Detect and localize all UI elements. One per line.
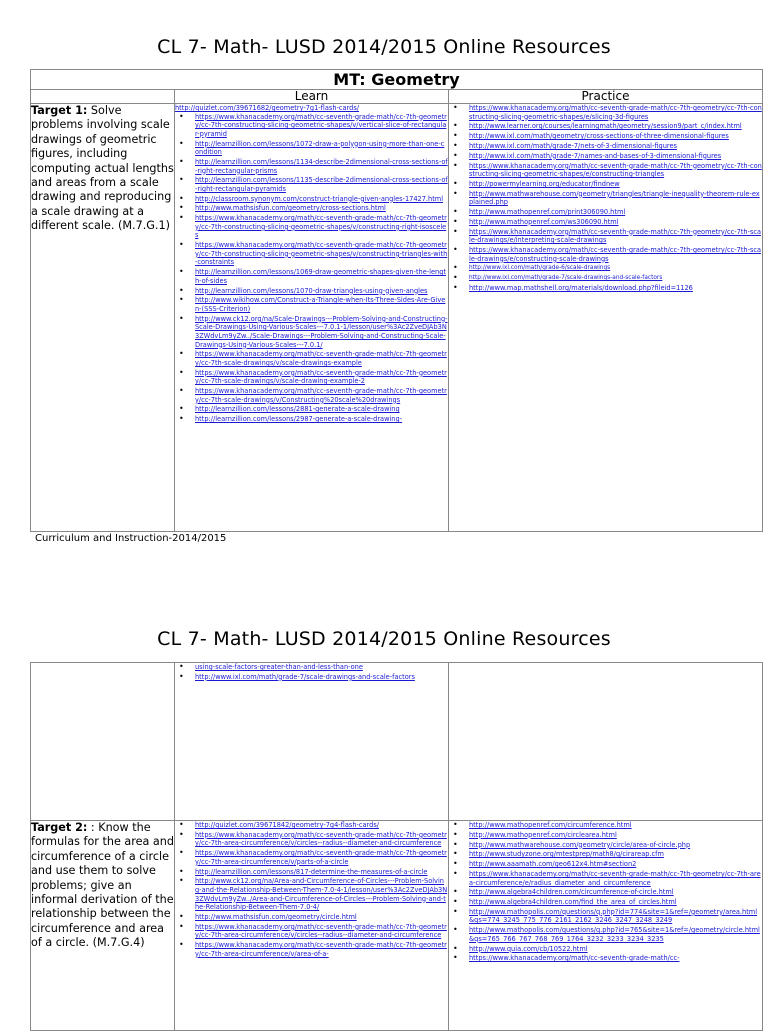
resource-link[interactable]: • http://www.studyzone.org/mtestprep/math8/g/cirareap.cfm: [469, 850, 762, 859]
target-1-description: [31, 104, 175, 532]
target-label: Target 2:: [31, 821, 88, 834]
empty-target-cell: [31, 663, 175, 821]
resource-link[interactable]: • http://learnzillion.com/lessons/1135-describe-2dimensional-cross-sections-of-right-rectangular-pyramids: [195, 176, 448, 193]
learn-column-header: Learn: [175, 90, 449, 104]
resource-link[interactable]: • https://www.khanacademy.org/math/cc-seventh-grade-math/cc-7th-geometry/cc-7th-area-circumference/v/circles--radius--diameter-and-circumference: [195, 831, 448, 848]
resource-link[interactable]: • http://www.ck12.org/na/Scale-Drawings---Problem-Solving-and-Constructing-Scale-Drawings-Using-Various-Scales---7.0.1-1/lesson/user%3Ac2ZveDJAb3N3ZWdvLm9yZw../Scale-Drawings---Problem-Solving-and-Constructing-Scale-Drawings-Using-Various-Scales---7.0.1/: [195, 315, 448, 349]
resource-link[interactable]: • http://www.algebra4children.com/circumference-of-circle.html: [469, 888, 762, 897]
page-title: CL 7- Math- LUSD 2014/2015 Online Resources: [157, 36, 611, 58]
practice-cell: [449, 104, 763, 532]
resource-link[interactable]: • http://www.mathsisfun.com/geometry/cross-sections.html: [195, 204, 448, 213]
resource-link[interactable]: • http://www.ixl.com/math/grade-7/scale-drawings-and-scale-factors: [469, 274, 762, 283]
resource-link[interactable]: • https://www.khanacademy.org/math/cc-seventh-grade-math/cc-7th-geometry/cc-7th-constructing-slicing-geometric-shapes/v/vertical-slice-of-rectangular-pyramid: [195, 113, 448, 139]
resource-link[interactable]: • http://www.ck12.org/na/Area-and-Circumference-of-Circles---Problem-Solving-and-the-Relationship-Between-Them-7.0-4-1/lesson/user%3Ac2ZveDJAb3N3ZWdvLm9yZw../Area-and-Circumference-of-Circles---Problem-Solving-and-the-Relationship-Between-Them-7.0-4/: [195, 877, 448, 911]
resource-link[interactable]: • http://www.mathopenref.com/print306090.html: [469, 208, 762, 217]
resource-link[interactable]: • https://www.khanacademy.org/math/cc-seventh-grade-math/cc-7th-geometry/cc-7th-scale-drawings/v/scale-drawings-example: [195, 350, 448, 367]
practice-cell-2: [449, 821, 763, 1031]
resource-link[interactable]: • https://www.khanacademy.org/math/cc-seventh-grade-math/cc-: [469, 954, 762, 963]
resource-link[interactable]: • http://www.mathwarehouse.com/geometry/circle/area-of-circle.php: [469, 841, 762, 850]
resource-link[interactable]: • http://quizlet.com/39671842/geometry-7g4-flash-cards/: [195, 821, 448, 830]
target-label: Target 1:: [31, 104, 88, 117]
resource-link[interactable]: • http://learnzillion.com/lessons/2987-generate-a-scale-drawing-: [195, 415, 448, 424]
resource-link[interactable]: • https://www.khanacademy.org/math/cc-seventh-grade-math/cc-7th-geometry/cc-7th-scale-drawings/v/Constructing%20scale%20drawings: [195, 387, 448, 404]
resource-link[interactable]: • http://www.mathsisfun.com/geometry/circle.html: [195, 913, 448, 922]
learn-cell: [175, 104, 449, 532]
resource-link[interactable]: • http://www.quia.com/cb/10522.html: [469, 945, 762, 954]
resource-link[interactable]: • http://www.algebra4children.com/find_the_area_of_circles.html: [469, 898, 762, 907]
resource-link[interactable]: • http://www.mathopolis.com/questions/q.php?id=765&site=1&ref=/geometry/circle.html&qs=765_766_767_768_769_1764_3232_3233_3234_3235: [469, 926, 762, 943]
resource-link[interactable]: • http://learnzillion.com/lessons/1072-draw-a-polygon-using-more-than-one-condition: [195, 140, 448, 157]
practice-column-header: Practice: [449, 90, 763, 104]
learn-link-list-continued-2: [175, 673, 448, 682]
resource-link[interactable]: • http://classroom.synonym.com/construct-triangle-given-angles-17427.html: [195, 195, 448, 204]
resource-link[interactable]: • http://learnzillion.com/lessons/1070-draw-triangles-using-given-angles: [195, 287, 448, 296]
resource-link[interactable]: • http://www.ixl.com/math/grade-7/scale-drawings-and-scale-factors: [195, 673, 448, 682]
resource-link[interactable]: • http://learnzillion.com/lessons/1069-draw-geometric-shapes-given-the-length-of-sides: [195, 268, 448, 285]
resources-table-continued: [30, 662, 763, 1031]
learn-link-list-continued: [175, 663, 448, 672]
subject-heading: MT: Geometry: [31, 70, 763, 90]
resource-link[interactable]: • https://www.khanacademy.org/math/cc-seventh-grade-math/cc-7th-geometry/cc-7th-area-circumference/v/circles--radius--diameter-and-circumference: [195, 923, 448, 940]
resource-link[interactable]: • http://learnzillion.com/lessons/2881-generate-a-scale-drawing: [195, 405, 448, 414]
resources-table: [30, 69, 763, 532]
learn-link-list: [175, 113, 448, 424]
page-title-2: CL 7- Math- LUSD 2014/2015 Online Resources: [157, 628, 611, 650]
resource-link[interactable]: • using-scale-factors-greater-than-and-less-than-one: [195, 663, 448, 672]
resource-link[interactable]: • https://www.khanacademy.org/math/cc-seventh-grade-math/cc-7th-geometry/cc-7th-area-circumference/e/radius_diameter_and_circumference: [469, 870, 762, 887]
learn-cell-continued: [175, 663, 449, 821]
resource-link[interactable]: • http://www.map.mathshell.org/materials/download.php?fileid=1126: [469, 284, 762, 293]
resource-link[interactable]: • https://www.khanacademy.org/math/cc-seventh-grade-math/cc-7th-geometry/cc-7th-constructing-slicing-geometric-shapes/v/constructing-triangles-with-constraints: [195, 241, 448, 267]
practice-link-list-2: [449, 821, 762, 963]
resource-link[interactable]: • http://www.mathopolis.com/questions/q.php?id=774&site=1&ref=/geometry/area.html&qs=774_3245_775_776_2161_2162_3246_3247_3248_3249: [469, 908, 762, 925]
resource-link[interactable]: • http://www.aaamath.com/geo612x4.htm#section2: [469, 860, 762, 869]
resource-link[interactable]: • http://www.ixl.com/math/geometry/cross-sections-of-three-dimensional-figures: [469, 132, 762, 141]
resource-link[interactable]: • https://www.khanacademy.org/math/cc-seventh-grade-math/cc-7th-geometry/cc-7th-constructing-slicing-geometric-shapes/e/constructing-triangles: [469, 162, 762, 179]
resource-link[interactable]: • http://www.learner.org/courses/learningmath/geometry/session9/part_c/index.html: [469, 122, 762, 131]
resource-link[interactable]: • https://www.khanacademy.org/math/cc-seventh-grade-math/cc-7th-geometry/cc-7th-area-circumference/v/parts-of-a-circle: [195, 849, 448, 866]
resource-link[interactable]: • https://www.khanacademy.org/math/cc-seventh-grade-math/cc-7th-geometry/cc-7th-scale-drawings/e/interpreting-scale-drawings: [469, 228, 762, 245]
target-2-description: [31, 821, 175, 1031]
resource-link[interactable]: • http://www.ixl.com/math/grade-7/nets-of-3-dimensional-figures: [469, 142, 762, 151]
resource-link[interactable]: • http://learnzillion.com/lessons/1134-describe-2dimensional-cross-sections-of-right-rectangular-prisms: [195, 158, 448, 175]
resource-link[interactable]: • https://www.khanacademy.org/math/cc-seventh-grade-math/cc-7th-geometry/cc-7th-scale-drawings/e/constructing-scale-drawings: [469, 246, 762, 263]
resource-link[interactable]: • http://www.mathwarehouse.com/geometry/triangles/triangle-inequality-theorem-rule-explained.php: [469, 190, 762, 207]
resource-link[interactable]: • http://powermylearning.org/educator/findnew: [469, 180, 762, 189]
resource-link[interactable]: • http://www.mathopenref.com/ws306090.html: [469, 218, 762, 227]
target-text: : Know the formulas for the area and circumference of a circle and use them to solve problems; give an informal derivation of the relationship between the circumference and area of a circle. (M.7.G.4): [31, 821, 174, 950]
resource-link[interactable]: • http://www.mathopenref.com/circumference.html: [469, 821, 762, 830]
resource-link[interactable]: • https://www.khanacademy.org/math/cc-seventh-grade-math/cc-7th-geometry/cc-7th-area-circumference/v/area-of-a-: [195, 941, 448, 958]
resource-link[interactable]: • http://www.ixl.com/math/grade-6/scale-drawings: [469, 264, 762, 273]
empty-practice-cell: [449, 663, 763, 821]
resource-link[interactable]: • https://www.khanacademy.org/math/cc-seventh-grade-math/cc-7th-geometry/cc-7th-scale-drawings/v/scale-drawing-example-2: [195, 369, 448, 386]
resource-link[interactable]: • http://www.mathopenref.com/circlearea.html: [469, 831, 762, 840]
resource-link[interactable]: • http://learnzillion.com/lessons/817-determine-the-measures-of-a-circle: [195, 868, 448, 877]
target-text: Solve problems involving scale drawings of geometric figures, including computing actual lengths and areas from a scale drawing and reproducing a scale drawing at a different scale. (M.7.G.1): [31, 104, 174, 233]
resource-link[interactable]: • https://www.khanacademy.org/math/cc-seventh-grade-math/cc-7th-geometry/cc-7th-constructing-slicing-geometric-shapes/e/slicing-3d-figures: [469, 104, 762, 121]
empty-header-cell: [31, 90, 175, 104]
learn-link-list-2: [175, 821, 448, 958]
resource-link[interactable]: • http://www.ixl.com/math/grade-7/names-and-bases-of-3-dimensional-figures: [469, 152, 762, 161]
practice-link-list: [449, 104, 762, 293]
page-footer: Curriculum and Instruction-2014/2015: [35, 533, 227, 544]
resource-link[interactable]: • https://www.khanacademy.org/math/cc-seventh-grade-math/cc-7th-geometry/cc-7th-constructing-slicing-geometric-shapes/v/constructing-right-isosceles: [195, 214, 448, 240]
resource-link[interactable]: http://quizlet.com/39671682/geometry-7g1-flash-cards/: [175, 104, 359, 112]
learn-cell-2: [175, 821, 449, 1031]
resource-link[interactable]: • http://www.wikihow.com/Construct-a-Triangle-when-Its-Three-Sides-Are-Given-(SSS-Criterion): [195, 296, 448, 313]
